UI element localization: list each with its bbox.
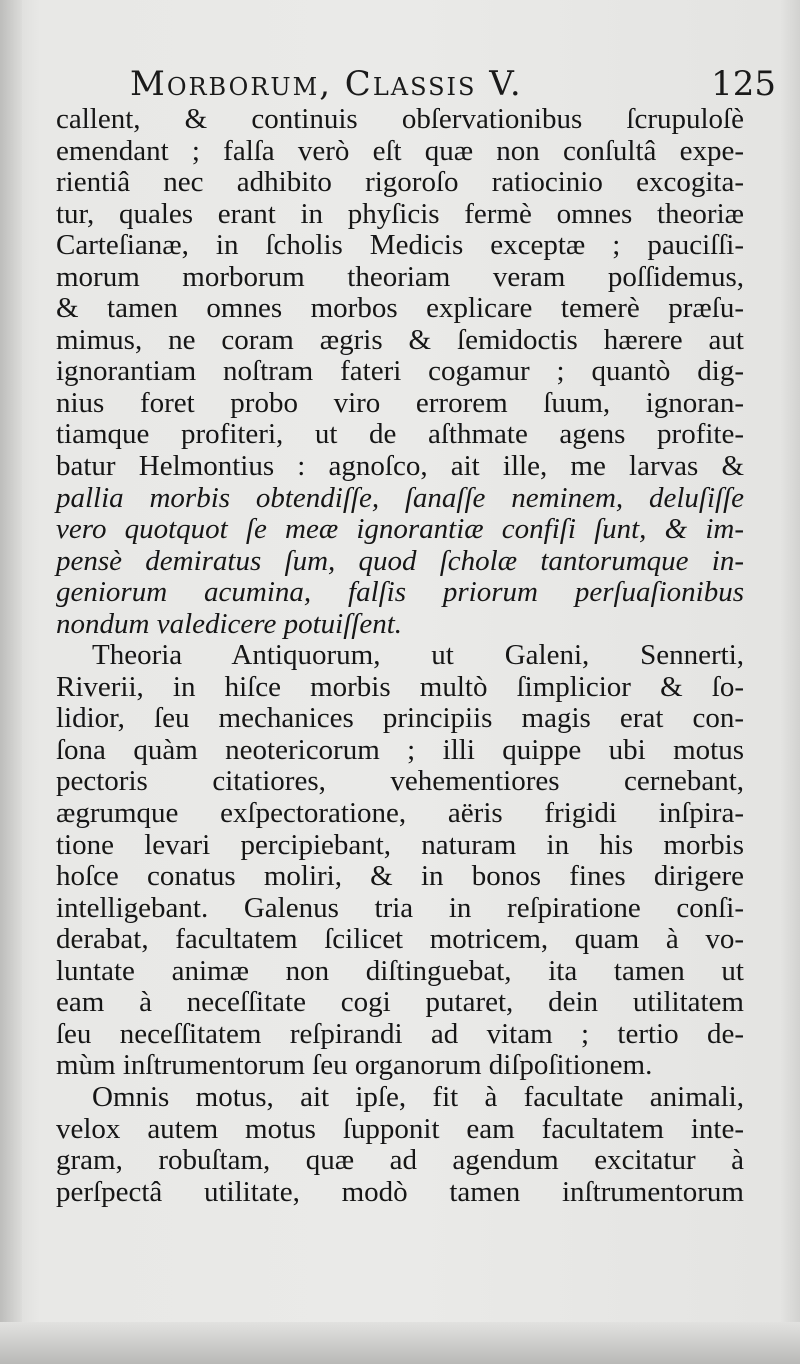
text-line: tiamque profiteri, ut de aſthmate agens profite- bbox=[56, 418, 744, 451]
text-line: Riverii, in hiſce morbis multò ſimplicior & ſo- bbox=[56, 670, 744, 703]
page-bottom-shadow bbox=[0, 1322, 800, 1364]
text-line-italic: vero quotquot ſe meæ ignorantiæ confiſi ſunt, & im- bbox=[56, 513, 744, 546]
text-line: tione levari percipiebant, naturam in his morbis bbox=[56, 828, 744, 861]
text-line-italic: pallia morbis obtendiſſe, ſanaſſe neminem, deluſiſſe bbox=[56, 481, 744, 514]
text-line: morum morborum theoriam veram poſſidemus, bbox=[56, 260, 744, 293]
text-line: ſona quàm neotericorum ; illi quippe ubi motus bbox=[56, 733, 744, 766]
text-line: gram, robuſtam, quæ ad agendum excitatur à bbox=[56, 1144, 744, 1177]
page-number: 125 bbox=[711, 64, 776, 104]
text-line: callent, & continuis obſervationibus ſcrupuloſè bbox=[56, 103, 744, 135]
text-line: hoſce conatus moliri, & in bonos fines dirigere bbox=[56, 860, 744, 893]
text-line-italic: pensè demiratus ſum, quod ſcholæ tantorumque in- bbox=[56, 544, 744, 577]
text-line: batur Helmontius : agnoſco, ait ille, me larvas & bbox=[56, 450, 744, 483]
text-line: derabat, facultatem ſcilicet motricem, quam à vo- bbox=[56, 923, 744, 956]
text-line: Theoria Antiquorum, ut Galeni, Sennerti, bbox=[92, 639, 744, 672]
text-line: ægrumque exſpectoratione, aëris frigidi inſpira- bbox=[56, 797, 744, 830]
running-head bbox=[60, 64, 776, 108]
text-line: Carteſianæ, in ſcholis Medicis exceptæ ; pauciſſi- bbox=[56, 229, 744, 262]
body-text bbox=[56, 104, 744, 1208]
text-line-italic: nondum valedicere potuiſſent. bbox=[56, 607, 403, 640]
text-line-italic: geniorum acumina, falſis priorum perſuaſionibus bbox=[56, 576, 744, 609]
text-line: eam à neceſſitate cogi putaret, dein utilitatem bbox=[56, 986, 744, 1019]
text-line: velox autem motus ſupponit eam facultatem inte- bbox=[56, 1112, 744, 1145]
text-line: ſeu neceſſitatem reſpirandi ad vitam ; tertio de- bbox=[56, 1017, 744, 1050]
text-line: & tamen omnes morbos explicare temerè præſu- bbox=[56, 292, 744, 325]
text-line: nius foret probo viro errorem ſuum, ignoran- bbox=[56, 386, 744, 419]
text-line: rientiâ nec adhibito rigoroſo ratiocinio excogita- bbox=[56, 166, 744, 199]
text-line: tur, quales erant in phyſicis fermè omnes theoriæ bbox=[56, 197, 744, 230]
text-line: pectoris citatiores, vehementiores cernebant, bbox=[56, 765, 744, 798]
page-gutter-shadow bbox=[0, 0, 22, 1364]
text-line: mùm inſtrumentorum ſeu organorum diſpoſitionem. bbox=[56, 1049, 653, 1082]
text-line: ignorantiam noſtram fateri cogamur ; quantò dig- bbox=[56, 355, 744, 388]
text-line: lidior, ſeu mechanices principiis magis erat con- bbox=[56, 702, 744, 735]
running-title: Morborum, Classis V. bbox=[130, 64, 523, 104]
text-line: emendant ; falſa verò eſt quæ non conſultâ expe- bbox=[56, 134, 744, 167]
text-line: luntate animæ non diſtinguebat, ita tamen ut bbox=[56, 954, 744, 987]
text-line: intelligebant. Galenus tria in reſpiratione conſi- bbox=[56, 891, 744, 924]
text-line: Omnis motus, ait ipſe, fit à facultate animali, bbox=[92, 1080, 744, 1113]
text-line: mimus, ne coram ægris & ſemidoctis hærere aut bbox=[56, 323, 744, 356]
text-line: perſpectâ utilitate, modò tamen inſtrumentorum bbox=[56, 1175, 744, 1208]
